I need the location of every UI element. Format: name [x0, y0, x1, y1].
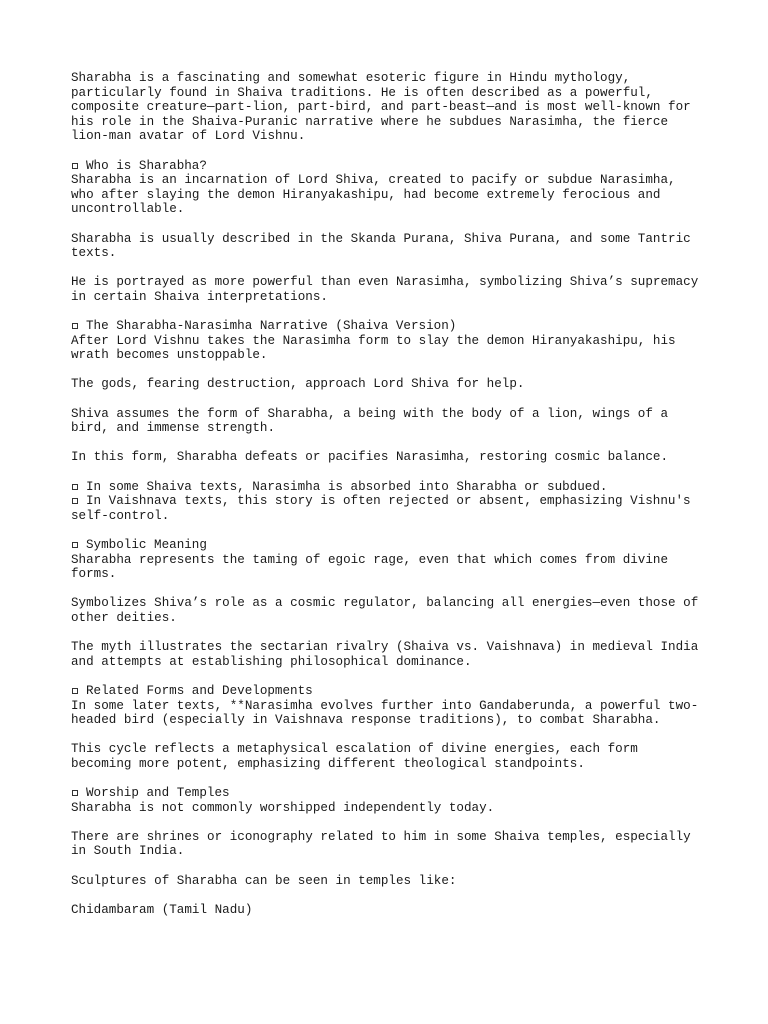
section-heading: [71, 319, 711, 334]
text-line: bird, and immense strength.: [71, 421, 276, 436]
text-line: After Lord Vishnu takes the Narasimha form to slay the demon Hiranyakashipu, his: [71, 333, 676, 348]
text-line: There are shrines or iconography related to him in some Shaiva temples, especially: [71, 829, 691, 844]
paragraph: [71, 640, 711, 669]
bullet-item-text: In some Shaiva texts, Narasimha is absorbed into Sharabha or subdued.: [86, 479, 608, 494]
text-line: wrath becomes unstoppable.: [71, 348, 268, 363]
section-heading-text: Worship and Temples: [86, 786, 230, 801]
square-bullet-icon: [72, 542, 78, 548]
text-line: becoming more potent, emphasizing different theological standpoints.: [71, 756, 585, 771]
paragraph: [71, 830, 711, 859]
text-line: Sharabha is not commonly worshipped independently today.: [71, 800, 495, 815]
text-line: Shiva assumes the form of Sharabha, a being with the body of a lion, wings of a: [71, 406, 669, 421]
square-bullet-icon: [72, 790, 78, 796]
text-line: particularly found in Shaiva traditions. He is often described as a powerful,: [71, 85, 653, 100]
paragraph: [71, 159, 711, 217]
bullet-item-text: In Vaishnava texts, this story is often rejected or absent, emphasizing Vishnu's: [86, 494, 691, 509]
paragraph: [71, 275, 711, 304]
section-heading: [71, 684, 711, 699]
text-line: lion-man avatar of Lord Vishnu.: [71, 129, 306, 144]
square-bullet-icon: [72, 323, 78, 329]
text-line: texts.: [71, 246, 117, 261]
text-line: Symbolizes Shiva’s role as a cosmic regulator, balancing all energies—even those of: [71, 596, 699, 611]
square-bullet-icon: [72, 498, 78, 504]
text-line: In this form, Sharabha defeats or pacifies Narasimha, restoring cosmic balance.: [71, 450, 669, 465]
text-line: The gods, fearing destruction, approach Lord Shiva for help.: [71, 377, 525, 392]
text-line: in certain Shaiva interpretations.: [71, 289, 328, 304]
text-line: Sharabha is an incarnation of Lord Shiva, created to pacify or subdue Narasimha,: [71, 173, 676, 188]
document-body: [71, 71, 711, 932]
text-line: who after slaying the demon Hiranyakashipu, had become extremely ferocious and: [71, 187, 661, 202]
paragraph: [71, 596, 711, 625]
text-line: and attempts at establishing philosophical dominance.: [71, 654, 472, 669]
paragraph: [71, 903, 711, 918]
text-line: Sharabha is usually described in the Skanda Purana, Shiva Purana, and some Tantric: [71, 231, 691, 246]
text-line: in South India.: [71, 844, 185, 859]
text-line: This cycle reflects a metaphysical escalation of divine energies, each form: [71, 742, 638, 757]
text-line: Sharabha is a fascinating and somewhat esoteric figure in Hindu mythology,: [71, 71, 631, 85]
paragraph: [71, 377, 711, 392]
text-line: Sculptures of Sharabha can be seen in temples like:: [71, 873, 457, 888]
text-line: self-control.: [71, 508, 170, 523]
section-heading: [71, 159, 711, 174]
section-heading-text: Who is Sharabha?: [86, 158, 207, 173]
text-line: forms.: [71, 567, 117, 582]
bullet-item: [71, 480, 711, 495]
text-line: He is portrayed as more powerful than even Narasimha, symbolizing Shiva’s supremacy: [71, 275, 699, 290]
paragraph: [71, 874, 711, 889]
section-heading: [71, 538, 711, 553]
text-line: other deities.: [71, 610, 177, 625]
text-line: headed bird (especially in Vaishnava response traditions), to combat Sharabha.: [71, 713, 661, 728]
square-bullet-icon: [72, 688, 78, 694]
square-bullet-icon: [72, 163, 78, 169]
square-bullet-icon: [72, 484, 78, 490]
text-line: composite creature—part-lion, part-bird, and part-beast—and is most well-known for: [71, 100, 691, 115]
paragraph: [71, 684, 711, 728]
paragraph: [71, 786, 711, 815]
bullet-item: [71, 494, 711, 509]
paragraph: [71, 450, 711, 465]
section-heading: [71, 786, 711, 801]
section-heading-text: Related Forms and Developments: [86, 683, 313, 698]
paragraph: [71, 232, 711, 261]
paragraph: [71, 71, 711, 144]
text-line: Chidambaram (Tamil Nadu): [71, 902, 253, 917]
text-line: uncontrollable.: [71, 202, 185, 217]
paragraph: [71, 538, 711, 582]
text-line: Sharabha represents the taming of egoic rage, even that which comes from divine: [71, 552, 669, 567]
paragraph: [71, 319, 711, 363]
text-line: The myth illustrates the sectarian rivalry (Shaiva vs. Vaishnava) in medieval India: [71, 640, 699, 655]
text-line: In some later texts, **Narasimha evolves further into Gandaberunda, a powerful two-: [71, 698, 699, 713]
section-heading-text: Symbolic Meaning: [86, 538, 207, 552]
text-line: his role in the Shaiva-Puranic narrative where he subdues Narasimha, the fierce: [71, 114, 669, 129]
paragraph: [71, 742, 711, 771]
paragraph: [71, 480, 711, 524]
paragraph: [71, 407, 711, 436]
section-heading-text: The Sharabha-Narasimha Narrative (Shaiva Version): [86, 319, 457, 334]
